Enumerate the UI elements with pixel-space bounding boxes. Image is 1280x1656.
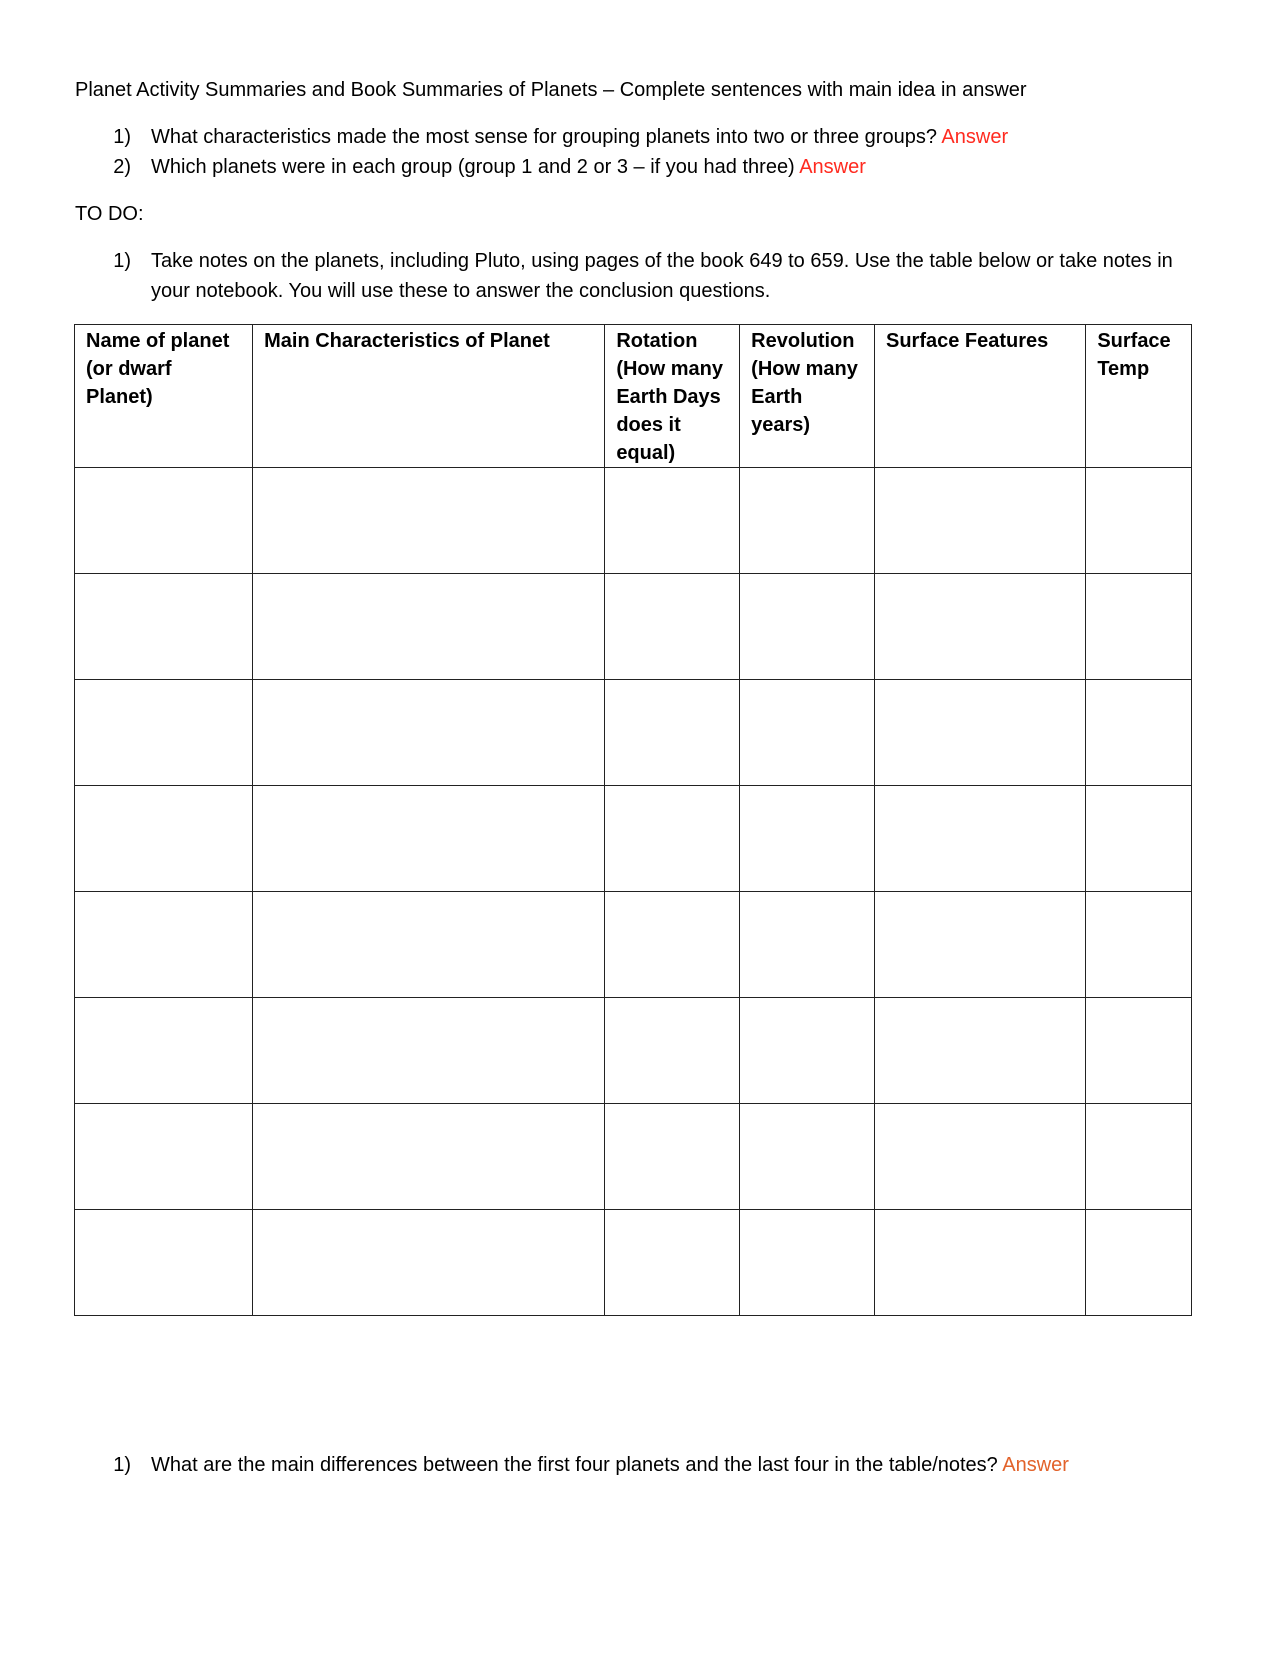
table-cell[interactable]: [253, 1210, 605, 1316]
question-text: [151, 122, 1135, 152]
table-cell[interactable]: [75, 1104, 253, 1210]
table-cell[interactable]: [875, 892, 1086, 998]
table-cell[interactable]: [605, 998, 740, 1104]
table-cell[interactable]: [75, 468, 253, 574]
table-cell[interactable]: [253, 1104, 605, 1210]
table-row: [75, 892, 1192, 998]
planet-notes-table: [74, 324, 1192, 1316]
table-cell[interactable]: [1086, 468, 1192, 574]
todo-text: Take notes on the planets, including Pluto, using pages of the book 649 to 659. Use the table below or take notes in your notebook. You will use these to answer the conclusion questions.: [151, 250, 1173, 302]
table-cell[interactable]: [740, 998, 875, 1104]
table-cell[interactable]: [875, 574, 1086, 680]
header-surface-features: Surface Features: [875, 325, 1086, 468]
table-cell[interactable]: [1086, 786, 1192, 892]
table-cell[interactable]: [1086, 1210, 1192, 1316]
table-cell[interactable]: [875, 1104, 1086, 1210]
question-text: [151, 152, 1135, 182]
question-number: 1): [113, 126, 131, 148]
todo-list: [75, 246, 1175, 306]
table-cell[interactable]: [740, 1210, 875, 1316]
conclusion-prompt: What are the main differences between the first four planets and the last four in the table/notes?: [151, 1454, 998, 1476]
table-cell[interactable]: [605, 1104, 740, 1210]
table-cell[interactable]: [740, 1104, 875, 1210]
todo-number: 1): [113, 250, 131, 272]
table-row: [75, 574, 1192, 680]
table-cell[interactable]: [740, 786, 875, 892]
table-cell[interactable]: [875, 468, 1086, 574]
question-list: [75, 122, 1135, 182]
table-cell[interactable]: [1086, 680, 1192, 786]
table-cell[interactable]: [1086, 998, 1192, 1104]
table-row: [75, 1104, 1192, 1210]
answer-placeholder[interactable]: Answer: [799, 156, 866, 178]
table-body: [75, 468, 1192, 1316]
table-cell[interactable]: [1086, 892, 1192, 998]
table-cell[interactable]: [253, 786, 605, 892]
table-row: [75, 998, 1192, 1104]
table-cell[interactable]: [253, 892, 605, 998]
table-cell[interactable]: [75, 892, 253, 998]
question-prompt: Which planets were in each group (group 1 and 2 or 3 – if you had three): [151, 156, 795, 178]
table-cell[interactable]: [875, 786, 1086, 892]
table-cell[interactable]: [1086, 574, 1192, 680]
table-cell[interactable]: [740, 892, 875, 998]
table-cell[interactable]: [605, 786, 740, 892]
question-prompt: What characteristics made the most sense for grouping planets into two or three groups?: [151, 126, 937, 148]
table-cell[interactable]: [75, 998, 253, 1104]
todo-item: [75, 246, 1175, 306]
table-header-row: [75, 325, 1192, 468]
table-row: [75, 468, 1192, 574]
table-cell[interactable]: [1086, 1104, 1192, 1210]
answer-placeholder[interactable]: Answer: [1002, 1454, 1069, 1476]
table-cell[interactable]: [740, 680, 875, 786]
header-rotation: Rotation (How many Earth Days does it equal): [605, 325, 740, 468]
table-cell[interactable]: [75, 574, 253, 680]
table-cell[interactable]: [75, 680, 253, 786]
conclusion-number: 1): [113, 1454, 131, 1476]
document-title: Planet Activity Summaries and Book Summaries of Planets – Complete sentences with main idea in answer: [75, 79, 1027, 101]
table-cell[interactable]: [253, 574, 605, 680]
table-cell[interactable]: [875, 680, 1086, 786]
question-item: [75, 152, 1135, 182]
question-item: [75, 122, 1135, 152]
conclusion-question-list: [75, 1450, 1195, 1480]
conclusion-text: [151, 1450, 1195, 1480]
header-surface-temp: Surface Temp: [1086, 325, 1192, 468]
table-cell[interactable]: [253, 468, 605, 574]
table-cell[interactable]: [605, 680, 740, 786]
table-row: [75, 786, 1192, 892]
table-cell[interactable]: [605, 574, 740, 680]
table-cell[interactable]: [605, 1210, 740, 1316]
table-cell[interactable]: [75, 1210, 253, 1316]
table-row: [75, 1210, 1192, 1316]
conclusion-question-item: [75, 1450, 1195, 1480]
header-revolution: Revolution (How many Earth years): [740, 325, 875, 468]
header-planet-name: Name of planet (or dwarf Planet): [75, 325, 253, 468]
table-cell[interactable]: [605, 892, 740, 998]
answer-placeholder[interactable]: Answer: [941, 126, 1009, 148]
table-cell[interactable]: [605, 468, 740, 574]
header-main-characteristics: Main Characteristics of Planet: [253, 325, 605, 468]
todo-heading: TO DO:: [75, 203, 144, 225]
table-cell[interactable]: [875, 998, 1086, 1104]
table-row: [75, 680, 1192, 786]
table-cell[interactable]: [740, 468, 875, 574]
table-cell[interactable]: [740, 574, 875, 680]
table-cell[interactable]: [253, 680, 605, 786]
table-cell[interactable]: [875, 1210, 1086, 1316]
table-cell[interactable]: [75, 786, 253, 892]
question-number: 2): [113, 156, 131, 178]
table-cell[interactable]: [253, 998, 605, 1104]
